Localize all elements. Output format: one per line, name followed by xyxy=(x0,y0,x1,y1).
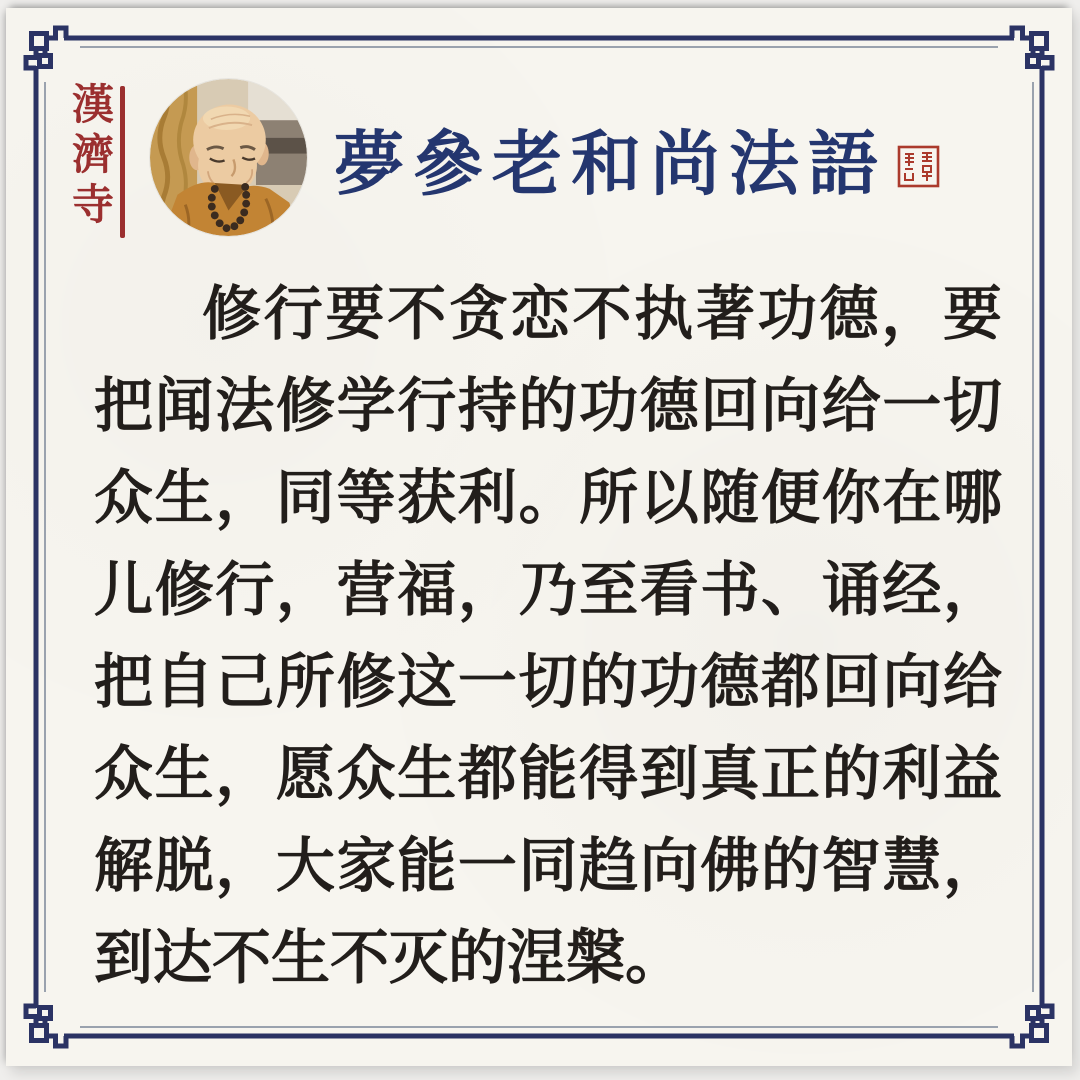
fret-corner-bottom-left-icon xyxy=(26,1006,66,1046)
quote-line: 解脱，大家能一同趋向佛的智慧， xyxy=(94,833,1002,899)
fret-corner-top-right-icon xyxy=(1012,28,1052,68)
fret-corner-bottom-right-icon xyxy=(1012,1006,1052,1046)
monk-avatar xyxy=(150,79,307,236)
quote-line: 修行要不贪恋不执著功德，要 xyxy=(202,281,1002,347)
fret-corner-top-left-icon xyxy=(26,28,66,68)
quote-line: 儿修行，营福，乃至看书、诵经， xyxy=(94,557,1002,623)
quote-line: 到达不生不灭的涅槃。 xyxy=(94,925,685,991)
monk-portrait-icon xyxy=(150,79,307,236)
seal-stamp-icon xyxy=(897,145,940,188)
temple-name-vertical: 漢濟寺 xyxy=(66,82,112,232)
quote-line: 把自己所修这一切的功德都回向给 xyxy=(94,649,1002,715)
quote-line: 众生，同等获利。所以随便你在哪 xyxy=(94,465,1002,531)
quote-line: 把闻法修学行持的功德回向给一切 xyxy=(94,373,1002,439)
dharma-quote-text xyxy=(94,268,1002,1004)
quote-card xyxy=(6,8,1072,1066)
card-title: 夢參老和尚法語 xyxy=(334,127,887,204)
quote-line: 众生，愿众生都能得到真正的利益 xyxy=(94,741,1002,807)
vertical-divider xyxy=(120,86,125,238)
